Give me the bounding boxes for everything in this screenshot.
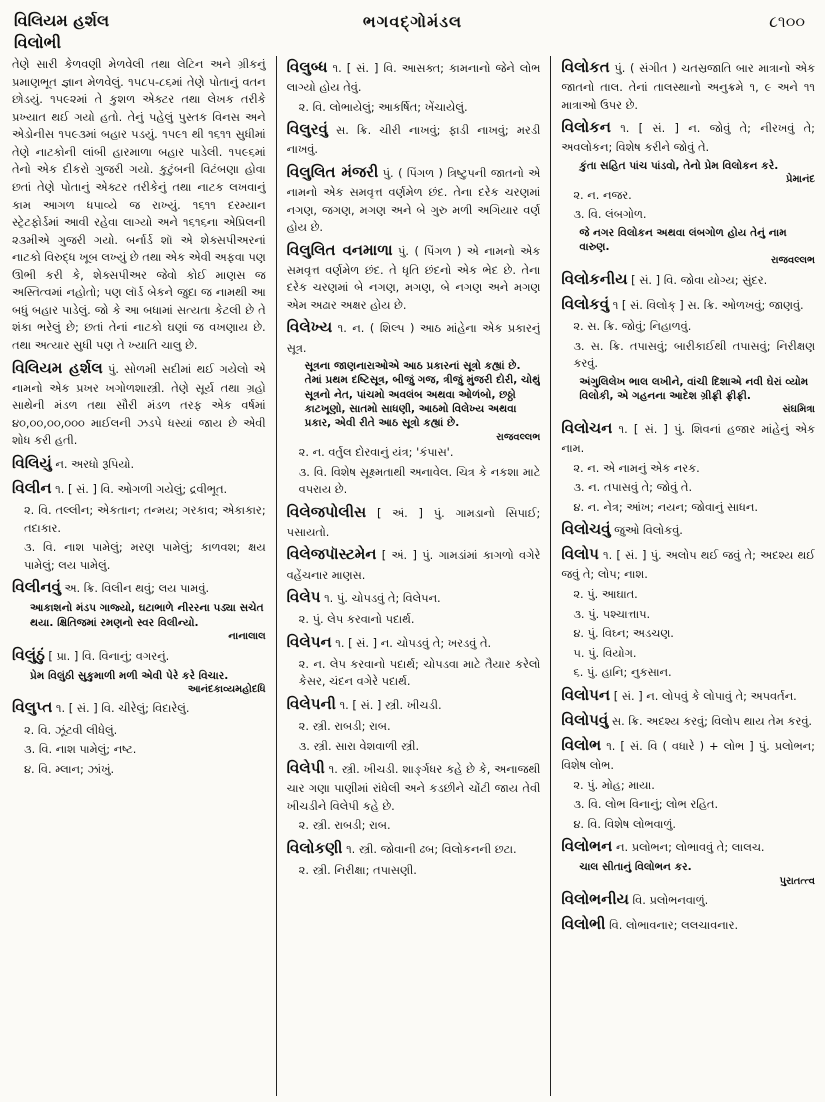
dictionary-entry xyxy=(561,268,815,291)
sense-line: ૨. વિ. ઝૂંટવી લીધેલું. xyxy=(24,722,118,737)
guide-word-first: વિલિયમ હર્શલ xyxy=(14,11,110,30)
definition-text: ૧. [ સં. ] પું. અલોપ થઈ જવું તે; અદશ્ય થઈ જવું તે; લોપ; નાશ. xyxy=(561,548,816,582)
dictionary-entry xyxy=(12,357,266,450)
quote-source: નાનાલાલ xyxy=(228,631,266,643)
dictionary-entry xyxy=(287,586,541,609)
definition-text: ૧. સ્ત્રી. ખીચડી. શાર્ઙ્ગધર કહે છે કે, અનાજથી ચાર ગણા પાણીમાં રાંધેલી અને કડછીને ચોંટી જાય તેવી ખીચડીને વિલેપી કહે છે. xyxy=(286,762,541,813)
headword: વિલુંઠું xyxy=(12,645,45,664)
quote-text: કુંતા સહિત પાંચ પાંડવો, તેનો પ્રેમ વિલોકન કરે. xyxy=(579,159,779,172)
page-number: ૮૧૦૦ xyxy=(769,12,805,31)
column-divider xyxy=(276,56,277,1096)
headword: વિલેજપૉસ્ટમેન xyxy=(286,545,377,564)
entry-continuation xyxy=(12,56,266,355)
dictionary-entry xyxy=(287,316,541,357)
quotation xyxy=(30,601,266,643)
quote-text: સૂત્રના જાણનારાઓએ આઠ પ્રકારનાં સૂત્રો કહ્યાં છે. તેમાં પ્રથમ દષ્ટિસૂત્ર, બીજું ગજ, ત્રીજું મુંજરી દોરી, ચોથું સૂત્રનો નેત, પાંચમો અવલંબ અથવા ઓળંબો, છઠ્ઠો કાટખૂણો, સાતમો સાધણી, આઠમો વિલેખ્ય અથવા પ્રકાર, એવી રીતે આઠ સૂત્રો કહ્યાં છે. xyxy=(304,360,541,430)
dictionary-entry xyxy=(561,709,815,732)
dictionary-entry xyxy=(287,161,541,237)
sense-line: ૪. વિ. મ્લાન; ઝાંખું. xyxy=(24,761,115,776)
definition-text: ૧. [ સં. ] વિ. ઓગળી ગયેલું; દ્રવીભૂત. xyxy=(51,482,228,496)
quote-text: પ્રેમ વિલુંઠી સુકુમાળી મળી એવી પેરે કરે વિચાર. xyxy=(30,669,229,682)
dictionary-entry xyxy=(561,734,815,775)
definition-text: પું. ( સંગીત ) ચતસ્રજાતિ બાર માત્રાનો એક જાતનો તાલ. તેનાં તાલસ્થાનો અનુક્રમે ૧, ૯ અને ૧૧ માત્રાઓ ઉપર છે. xyxy=(561,61,816,112)
headword: વિલોપન xyxy=(561,685,611,704)
dictionary-entry xyxy=(561,913,815,936)
definition-text: ૧. [ સં. ] ન. જોવું તે; નીરખવું તે; અવલોકન; વિશેષ કરીને જોવું તે. xyxy=(561,121,816,155)
book-title: ભગવદ્ગોમંડલ xyxy=(362,12,463,31)
sense-line: ૪. વિ. વિશેષ લોભવાળું. xyxy=(573,816,676,831)
headword: વિલોકણી xyxy=(286,838,343,857)
column-divider xyxy=(550,56,551,1096)
definition-text: અ. ક્રિ. વિલીન થવું; લય પામવું. xyxy=(60,581,210,596)
sense-line: ૨. ન. નજર. xyxy=(573,187,632,202)
definition-text: ૧. [ સં. વિ ( વધારે ) + લોભ ] પું. પ્રલોભન; વિશેષ લોભ. xyxy=(561,738,816,773)
headword: વિલુરવું xyxy=(286,120,328,139)
headword: વિલોપવું xyxy=(561,710,609,729)
quote-text: અંગુલિલેખ ભાલ લખીને, વાંચી દિશાએ નવી ઘેરાં વ્યોમ વિલોકી, એ ગહનના આદેશ ગ્રીફ્રી ફ્રીફ્રી. xyxy=(579,375,809,403)
headword: વિલોકનીય xyxy=(561,269,628,288)
dictionary-entry xyxy=(561,684,815,707)
sense-line: ૩. ન. તપાસવું તે; જોવું તે. xyxy=(573,480,693,495)
quotation xyxy=(30,669,266,697)
dictionary-entry xyxy=(561,56,815,114)
headword: વિલોકન xyxy=(561,118,611,137)
sense-line: ૩. વિ. લંબગોળ. xyxy=(573,207,647,222)
quote-text: ચાલ સીતાનું વિલોભન કર. xyxy=(579,861,692,874)
headword: વિલુપ્ત xyxy=(12,698,53,717)
dictionary-entry xyxy=(287,543,541,584)
column-right xyxy=(561,56,815,1096)
headword: વિલેપી xyxy=(286,759,325,778)
headword: વિલોપ xyxy=(561,545,599,564)
sense-line: ૫. પું. વિયોગ. xyxy=(573,645,637,660)
dictionary-entry xyxy=(287,239,541,315)
headword: વિલેપન xyxy=(286,632,332,651)
definition-text: ૧. સ્ત્રી. જોવાની ઢબ; વિલોકનની છટા. xyxy=(342,841,517,856)
sense-line: ૨. ન. એ નામનું એક નરક. xyxy=(573,460,700,475)
quote-source: સંઘમિત્રા xyxy=(782,404,816,416)
sense-line: ૩. વિ. લોભ વિનાનું; લોભ રહિત. xyxy=(573,797,719,812)
quotation xyxy=(579,375,815,417)
definition-text: [ સં. ] ન. લોપવું કે લોપાવું તે; અપવર્તન. xyxy=(610,688,797,703)
dictionary-entry xyxy=(12,576,266,599)
definition-text: [ સં. ] વિ. જોવા યોગ્ય; સુંદર. xyxy=(627,272,768,287)
dictionary-entry xyxy=(287,837,541,860)
headword: વિલિયમ હર્શલ xyxy=(12,358,103,377)
headword: વિલોકવું xyxy=(561,294,610,313)
column-middle xyxy=(287,56,541,1096)
definition-text: ન. અરધો રૂપિયો. xyxy=(51,456,135,471)
definition-text: [ અં. ] પું. ગામડાનો સિપાઈ; પસાયતો. xyxy=(286,505,541,539)
definition-text: પું. ( પિંગળ ) એ નામનો એક સમવૃત્ત વર્ણમેળ છંદ. તે ધૃતિ છંદનો એક ભેદ છે. તેના દરેક ચરણમાં બે નગણ, મગણ, બે નગણ અને મગણ એમ અઢાર અક્ષર હોય છે. xyxy=(286,243,541,312)
quotation xyxy=(579,226,815,268)
sense-line: ૨. સ્ત્રી. રાબડી; રાબ. xyxy=(298,719,391,734)
definition-text: વિ. પ્રલોભનવાળું. xyxy=(628,893,709,908)
headword: વિલુલિત મંજરી xyxy=(286,162,379,181)
sense-line: ૩. સ. ક્રિ. તપાસવું; બારીકાઈથી તપાસવું; નિરીક્ષણ કરવું. xyxy=(573,338,816,371)
headword: વિલેજપોલીસ xyxy=(286,502,367,521)
page-header xyxy=(0,0,825,52)
quotation xyxy=(305,359,541,444)
dictionary-entry xyxy=(12,477,266,500)
sense-line: ૨. સ્ત્રી. રાબડી; રાબ. xyxy=(298,818,391,833)
definition-text: તેણે સારી કેળવણી મેળવેલી તથા લેટિન અને ગ્રીકનું પ્રમાણભૂત જ્ઞાન મેળવેલું. ૧૫૮૫-૮૬માં તેણે પોતાનું વતન છોડયું. ૧૫૯૨માં તે કુશળ એક્ટર તથા લેખક તરીકે પ્રખ્યાત થઈ ગયો હતો. તેનું પહેલું પુસ્તક વિનસ અને એડોનીસ ૧૫૯૩માં બહાર પડયું. ૧૫૯૧ થી ૧૬૧૧ સુધીમાં તેણે નાટકોની લાંબી હારમાળા બહાર પાડેલી. ૧૫૯૬માં તેનો એક દીકરો ગુજરી ગયો. કુટુંબની વિટંબણા હોવા છતાં તેણે પોતાનું એક્ટર તરીકેનું તથા નાટક લખવાનું કામ આગળ ધપાવ્યે જ રાખ્યું. ૧૬૧૧ દરમ્યાન સ્ટ્રેટફોર્ડમાં આવી રહેવા લાગ્યો અને ૧૬૧૬ના એપ્રિલની ૨૩મીએ ગુજરી ગયો. બર્નાર્ડ શૉ એ શેક્સપીઅરનાં નાટકો વિરુદ્ધ ખૂબ લખ્યું છે તથા એક એવી અફવા પણ ઊભી કરી કે, શેક્સપીઅર જેવો કોઈ માણસ જ અસ્તિત્વમાં નહોતો; પણ લૉર્ડ બેકને જુદા જ નામથી આ બધું બહાર પાડેલું. જો કે આ બધામાં સત્યતા કેટલી છે તે શંકા ભરેલું છે; છતાં તેનાં નાટકો ઘણાં જ વખણાય છે. તથા અત્યાર સુધી પણ તે ખ્યાતિ ચાલુ છે. xyxy=(12,57,266,352)
dictionary-entry xyxy=(561,293,815,316)
definition-text: [ અં. ] પું. ગામડાંમાં કાગળો વગેરે વહેંચનાર માણસ. xyxy=(286,548,541,582)
sense-line: ૩. વિ. નાશ પામેલું; નષ્ટ. xyxy=(24,742,137,757)
definition-text: સ. ક્રિ. ચીરી નાખવું; ફાડી નાખવું; મરડી નાખવું. xyxy=(286,123,541,157)
definition-text: ૧. [ સં. ] ન. ચોપડવું તે; ખરડવું તે. xyxy=(331,635,492,650)
sense-line: ૨. પું. મોહ; માયા. xyxy=(573,777,655,792)
quote-source: રાજવલ્લભ xyxy=(496,431,541,443)
definition-text: ૧ [ સં. વિલોક્ ] સ. ક્રિ. ઓળખવું; જાણવું. xyxy=(609,297,804,312)
quote-source: રાજવલ્લભ xyxy=(770,255,816,267)
sense-line: ૨. પું. આઘાત. xyxy=(573,586,638,601)
headword: વિલેખ્ય xyxy=(286,318,333,337)
headword: વિલુલિત વનમાળા xyxy=(286,240,393,259)
sense-line: ૨. ન. વર્તુલ દોરવાનું યંત્ર; 'કંપાસ'. xyxy=(298,445,454,460)
definition-text: [ પ્રા. ] વિ. વિનાનું; વગરનું. xyxy=(44,648,170,663)
dictionary-entry xyxy=(561,417,815,458)
sense-line: ૪. પું. વિઘ્ન; અડચણ. xyxy=(573,626,674,641)
dictionary-entry xyxy=(287,118,541,159)
guide-word-last: વિલોભી xyxy=(14,33,62,52)
definition-text: ૧. પું. ચોપડવું તે; વિલેપન. xyxy=(320,591,441,606)
sense-line: ૬. પું. હાનિ; નુકસાન. xyxy=(573,665,672,680)
definition-text: ન. પ્રલોભન; લોભાવવું તે; લાલચ. xyxy=(612,840,765,855)
dictionary-entry xyxy=(561,116,815,157)
sense-line: ૨. સ્ત્રી. નિરીક્ષા; તપાસણી. xyxy=(298,863,417,878)
definition-text: ૧. [ સં. ] વિ. આસક્ત; કામનાનો જેને લોભ લાગ્યો હોય તેવું. xyxy=(286,61,541,95)
headword: વિલીનવું xyxy=(12,578,61,597)
sense-line: ૩. વિ. વિશેષ સૂક્ષ્મતાથી અનાવેલ. ચિત્ર કે નકશા માટે વપરાય છે. xyxy=(298,464,541,497)
headword: વિલોભન xyxy=(561,837,613,856)
headword: વિલોભી xyxy=(561,915,606,934)
sense-line: ૨. ન. લેપ કરવાનો પદાર્થ; ચોપડવા માટે તૈયાર કરેલો કેસર, ચંદન વગેરે પદાર્થ. xyxy=(298,656,541,689)
definition-text: વિ. લોભાવનાર; લલચાવનાર. xyxy=(605,918,739,933)
dictionary-entry xyxy=(561,835,815,858)
dictionary-entry xyxy=(287,501,541,542)
headword: વિલોકત xyxy=(561,58,610,76)
quote-source: પુરાતત્ત્વ xyxy=(779,875,816,887)
definition-text: ૧. ન. ( શિલ્પ ) આઠ માંહેના એક પ્રકારનું સૂત્ર. xyxy=(286,321,541,355)
column-left xyxy=(12,56,266,1096)
dictionary-columns xyxy=(12,56,815,1096)
definition-text: ૧. [ સં. ] વિ. ચીરેલું; વિદારેલું. xyxy=(52,701,190,716)
headword: વિલોચવું xyxy=(561,520,611,539)
definition-text: પું. સોળમી સદીમાં થઈ ગયેલો એ નામનો એક પ્રખર ખગોળશાસ્ત્રી. તેણે સૂર્ય તથા ગ્રહો સાથેની મંડળ તથા સૌરી મંડળ તરફ એક વર્ષમાં ૪૦,૦૦,૦૦,૦૦૦ માઈલની ઝડપે ધસ્યાં જાય છે એવી શોધ કરી હતી. xyxy=(12,361,266,448)
definition-text: ૧. [ સં. ] પું. શિવનાં હજાર માંહેનું એક નામ. xyxy=(561,421,816,455)
sense-line: ૪. ન. નેત્ર; આંખ; નયન; જોવાનું સાધન. xyxy=(573,499,758,514)
headword: વિલિયું xyxy=(12,453,52,472)
headword: વિલુબ્ધ xyxy=(286,58,328,76)
quote-text: જે નગર વિલોકન અથવા લંબગોળ હોય તેનું નામ વારુણ. xyxy=(579,226,787,254)
quote-source: આનંદકાવ્યમહોદધિ xyxy=(187,683,266,695)
headword: વિલોભનીય xyxy=(561,890,629,909)
dictionary-entry xyxy=(12,452,266,475)
definition-text: જુઓ વિલોકવું. xyxy=(610,523,683,538)
sense-line: ૨. સ. ક્રિ. જોવું; નિહાળવું. xyxy=(573,319,692,334)
dictionary-entry xyxy=(12,644,266,667)
headword: વિલેપ xyxy=(286,588,321,607)
headword: વિલોભ xyxy=(561,735,602,754)
dictionary-entry xyxy=(561,888,815,911)
dictionary-entry xyxy=(287,56,541,97)
headword: વિલીન xyxy=(12,479,52,497)
headword: વિલોચન xyxy=(561,418,613,437)
sense-line: ૨. વિ. તલ્લીન; એકતાન; તન્મય; ગરકાવ; એકાકાર; તદાકાર. xyxy=(24,503,266,535)
definition-text: ૧. [ સં. ] સ્ત્રી. ખીચડી. xyxy=(335,697,442,712)
definition-text: પું. ( પિંગળ ) ત્રિષ્ટુપની જાતનો એ નામનો એક સમવૃત્ત વર્ણમેળ છંદ. તેના દરેક ચરણમાં નગણ, જગણ, મગણ અને બે ગુરુ મળી અગિયાર વર્ણ હોય છે. xyxy=(286,165,541,235)
dictionary-entry xyxy=(561,543,815,584)
sense-line: ૩. વિ. નાશ પામેલું; મરણ પામેલું; કાળવશ; ક્ષય પામેલું; લય પામેલું. xyxy=(24,540,266,572)
dictionary-entry xyxy=(287,631,541,654)
dictionary-entry xyxy=(287,693,541,716)
quote-source: પ્રેમાનંદ xyxy=(785,174,816,186)
dictionary-entry xyxy=(561,518,815,541)
quotation xyxy=(579,860,815,888)
definition-text: સ. ક્રિ. અદશ્ય કરવું; વિલોપ થાય તેમ કરવું. xyxy=(608,713,813,728)
headword: વિલેપની xyxy=(286,694,336,713)
dictionary-entry xyxy=(12,696,266,719)
quote-text: આકાશનો મંડપ ગાજ્યો, ઘટાભાળે નીરરના પડ્યા સચેત થયા. ક્ષિતિજમાં રમણનો સ્વર વિલીન્યો. xyxy=(30,602,264,629)
sense-line: ૨. વિ. લોભાયેલું; આકર્ષિત; ખેંચાયેલું. xyxy=(298,99,468,114)
sense-line: ૩. સ્ત્રી. સારા વેશવાળી સ્ત્રી. xyxy=(298,738,420,753)
sense-line: ૩. પું. પશ્ચાત્તાપ. xyxy=(573,606,651,621)
sense-line: ૨. પું. લેપ કરવાનો પદાર્થ. xyxy=(298,612,415,627)
dictionary-entry xyxy=(287,757,541,815)
quotation xyxy=(579,159,815,187)
